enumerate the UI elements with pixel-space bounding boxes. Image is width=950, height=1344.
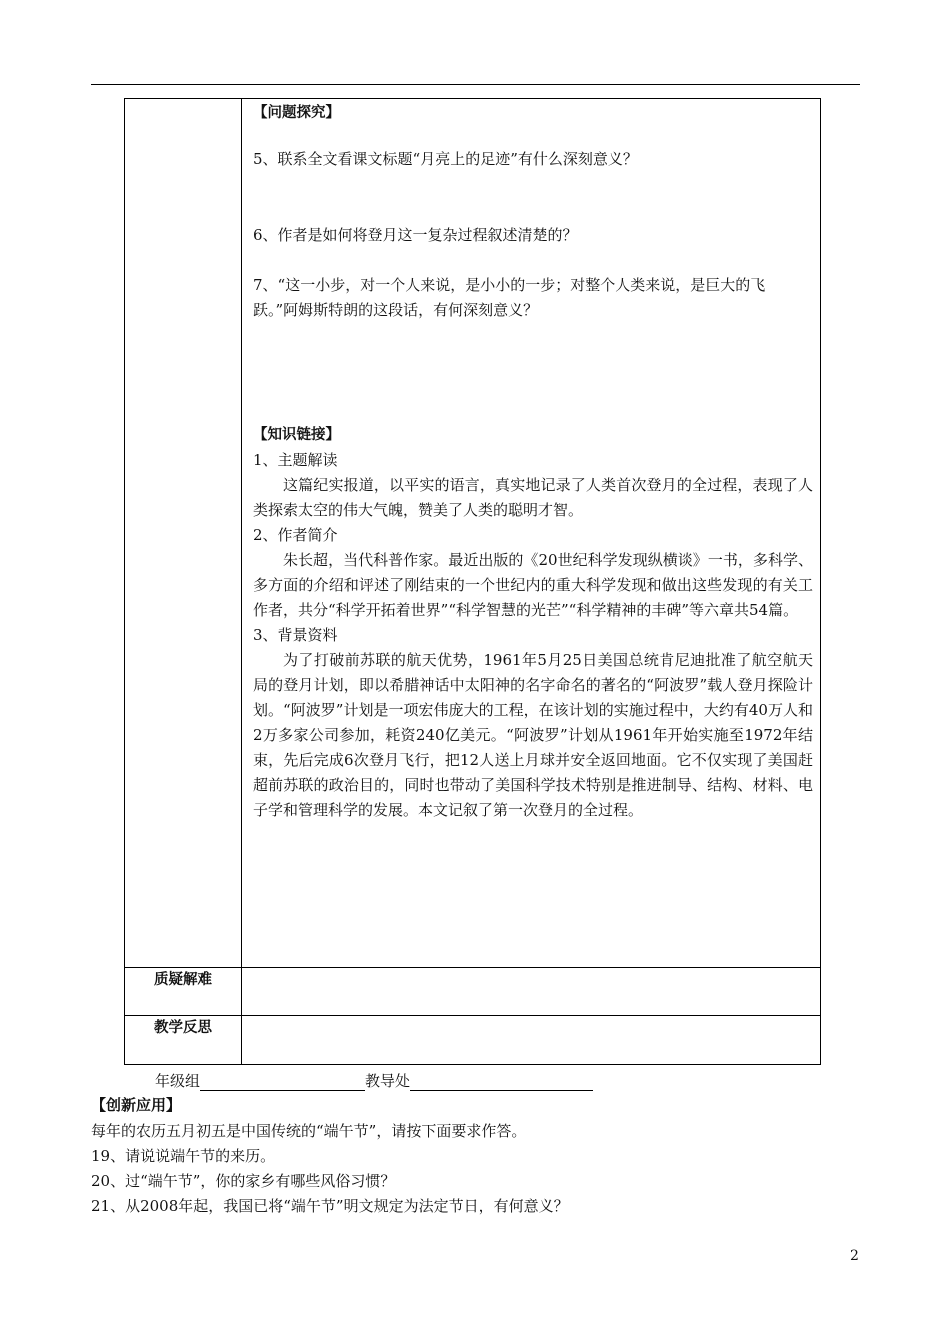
question-5: 5、联系全文看课文标题“月亮上的足迹”有什么深刻意义？ <box>253 150 638 168</box>
doubt-answer-cell[interactable] <box>242 968 821 1016</box>
page-number: 2 <box>850 1248 859 1264</box>
background-paragraph: 为了打破前苏联的航天优势，1961年5月25日美国总统肯尼迪批准了航空航天局的登月计划，即以希腊神话中太阳神的名字命名的著名的“阿波罗”载人登月探险计划。“阿波罗”计划是一项宏伟庞大的工程，在该计划的实施过程中，大约有40万人和2万多家公司参加，耗资240亿美元。“阿波罗”计划从1961年开始实施至1972年结束，先后完成6次登月飞行，把12人送上月球并安全返回地面。它不仅实现了美国赶超前苏联的政治目的，同时也带动了美国科学技术特别是推进制导、结构、材料、电子学和管理科学的发展。本文记叙了第一次登月的全过程。 <box>253 651 813 819</box>
knowledge-section <box>253 423 813 823</box>
lesson-table <box>124 98 821 1065</box>
main-content-row <box>125 99 821 968</box>
author-paragraph: 朱长超，当代科普作家。最近出版的《20世纪科学发现纵横谈》一书，多科学、多方面的介绍和评述了刚结束的一个世纪内的重大科学发现和做出这些发现的有关工作者，共分“科学开拓着世界”“科学智慧的光芒”“科学精神的丰碑”等六章共54篇。 <box>253 551 813 619</box>
teaching-office-blank[interactable] <box>410 1072 593 1091</box>
problem-section-title: 【问题探究】 <box>253 105 340 121</box>
header-rule <box>91 84 860 85</box>
subheading-background: 3、背景资料 <box>253 626 338 644</box>
left-label-cell <box>125 99 242 968</box>
question-20: 20、过“端午节”，你的家乡有哪些风俗习惯？ <box>91 1172 396 1190</box>
question-7-line1: 7、“这一小步，对一个人来说，是小小的一步；对整个人类来说，是巨大的飞 <box>253 276 766 294</box>
teaching-office-label: 教导处 <box>365 1072 411 1090</box>
reflection-label: 教学反思 <box>125 1016 242 1065</box>
doubt-row <box>125 968 821 1016</box>
knowledge-section-title: 【知识链接】 <box>253 427 340 443</box>
question-7-line2: 跃。”阿姆斯特朗的这段话，有何深刻意义？ <box>253 301 539 319</box>
question-6: 6、作者是如何将登月这一复杂过程叙述清楚的？ <box>253 226 578 244</box>
reflection-row <box>125 1016 821 1065</box>
innovation-intro: 每年的农历五月初五是中国传统的“端午节”，请按下面要求作答。 <box>91 1122 527 1140</box>
innovation-title: 【创新应用】 <box>91 1096 182 1114</box>
theme-paragraph: 这篇纪实报道，以平实的语言，真实地记录了人类首次登月的全过程，表现了人类探索太空的伟大气魄，赞美了人类的聪明才智。 <box>253 476 813 519</box>
doubt-label: 质疑解难 <box>125 968 242 1016</box>
subheading-author: 2、作者简介 <box>253 526 338 544</box>
question-21: 21、从2008年起，我国已将“端午节”明文规定为法定节日，有何意义？ <box>91 1197 569 1215</box>
reflection-answer-cell[interactable] <box>242 1016 821 1065</box>
question-19: 19、请说说端午节的来历。 <box>91 1147 276 1165</box>
signature-line <box>155 1070 593 1091</box>
content-cell <box>242 99 821 968</box>
grade-group-label: 年级组 <box>155 1072 201 1090</box>
subheading-theme: 1、主题解读 <box>253 451 338 469</box>
grade-group-blank[interactable] <box>200 1072 365 1091</box>
